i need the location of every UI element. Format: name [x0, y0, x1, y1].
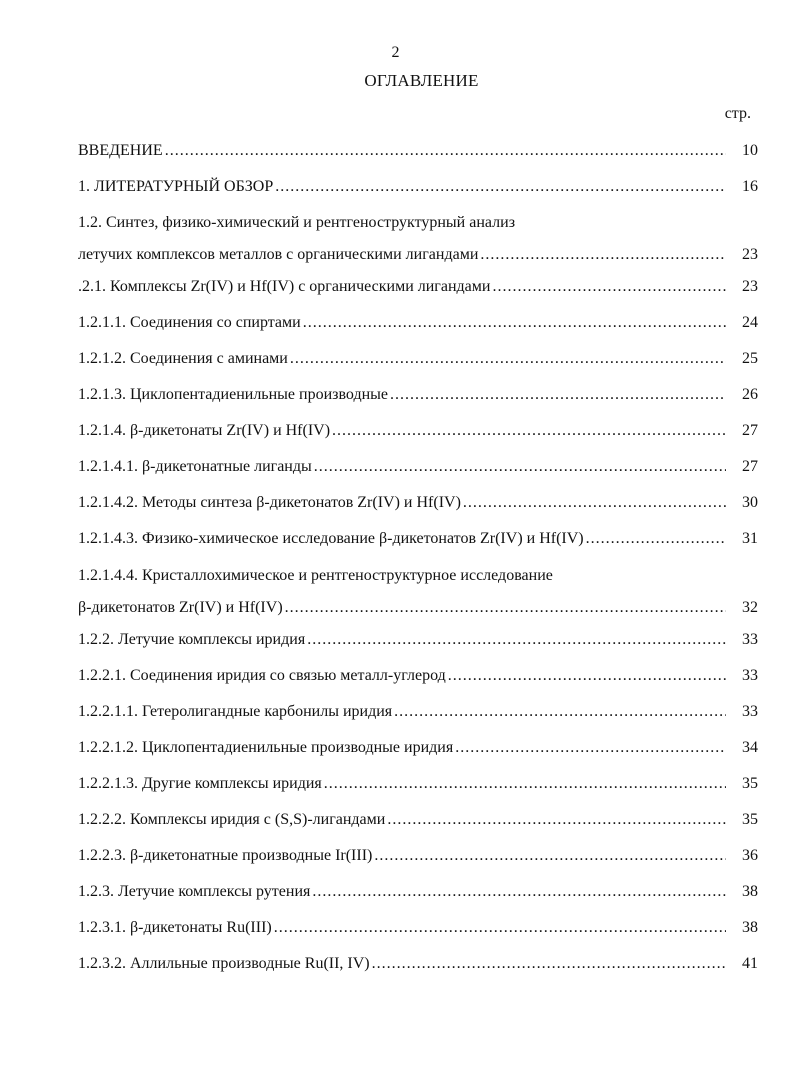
page-number: 2	[391, 44, 400, 61]
dot-leader	[314, 456, 726, 478]
toc-entry-row	[78, 348, 758, 370]
toc-entry-title: 1.2.2.1.3. Другие комплексы иридия	[78, 775, 322, 792]
toc-entry-title: 1.2.1.4.3. Физико-химическое исследование β-дикетонатов Zr(IV) и Hf(IV)	[78, 530, 584, 547]
toc-title: ОГЛАВЛЕНИЕ	[364, 71, 479, 90]
toc-entry-row	[78, 881, 758, 903]
toc-entry-row	[78, 456, 758, 478]
toc-entry-page: 10	[742, 142, 758, 159]
toc-entry-page: 31	[742, 530, 758, 547]
toc-entry-page: 33	[742, 667, 758, 684]
toc-entry-title: 1.2.1.4.2. Методы синтеза β-дикетонатов Zr(IV) и Hf(IV)	[78, 494, 461, 511]
dot-leader	[303, 312, 726, 334]
toc-entry-page: 16	[742, 178, 758, 195]
toc-entry-title: 1.2.1.2. Соединения с аминами	[78, 350, 288, 367]
dot-leader	[455, 737, 726, 759]
toc-entry-title: 1.2.2.1.2. Циклопентадиенильные производные иридия	[78, 739, 454, 756]
toc-entry-page: 24	[742, 314, 758, 331]
toc-entry-title: 1.2.1.4.1. β-дикетонатные лиганды	[78, 458, 312, 475]
toc-entry-title: 1. ЛИТЕРАТУРНЫЙ ОБЗОР	[78, 178, 274, 195]
toc-entry-title: 1.2.3.1. β-дикетонаты Ru(III)	[78, 919, 272, 936]
toc-entry-row	[78, 384, 758, 406]
toc-entry-row	[78, 701, 758, 723]
toc-entry[interactable]	[78, 565, 758, 619]
dot-leader	[387, 809, 726, 831]
toc-entry-title: 1.2.1.1. Соединения со спиртами	[78, 314, 301, 331]
toc-entry-title-line1: 1.2. Синтез, физико-химический и рентгеноструктурный анализ	[78, 214, 516, 231]
toc-entry-page: 35	[742, 811, 758, 828]
toc-entry-row	[78, 737, 758, 759]
toc-entry[interactable]	[78, 917, 758, 939]
toc-entry[interactable]	[78, 212, 758, 266]
toc-entry[interactable]	[78, 845, 758, 867]
toc-entry-title: 1.2.1.4. β-дикетонаты Zr(IV) и Hf(IV)	[78, 422, 331, 439]
toc-entry-title: ВВЕДЕНИЕ	[78, 142, 163, 159]
toc-entry[interactable]	[78, 881, 758, 903]
toc-entry[interactable]	[78, 492, 758, 514]
toc-entry-page: 38	[742, 883, 758, 900]
dot-leader	[390, 384, 726, 406]
toc-entry-row	[78, 773, 758, 795]
toc-entry[interactable]	[78, 348, 758, 370]
dot-leader	[285, 597, 726, 619]
toc-entry[interactable]	[78, 384, 758, 406]
toc-entry-row	[78, 809, 758, 831]
dot-leader	[492, 276, 726, 298]
toc-entry-page: 35	[742, 775, 758, 792]
toc-entry-row	[78, 420, 758, 442]
toc-entry-page: 34	[742, 739, 758, 756]
page-column-label: стр.	[724, 105, 751, 122]
dot-leader	[165, 140, 726, 162]
toc-entry-row	[78, 528, 758, 550]
dot-leader	[463, 492, 726, 514]
toc-entry-row	[78, 845, 758, 867]
toc-entry-row	[78, 953, 758, 975]
toc-entry[interactable]	[78, 140, 758, 162]
toc-entry[interactable]	[78, 629, 758, 651]
dot-leader	[372, 953, 726, 975]
dot-leader	[480, 244, 726, 266]
toc-entry-row	[78, 629, 758, 651]
toc-entry-row	[78, 276, 758, 298]
dot-leader	[275, 176, 726, 198]
toc-entry-page: 32	[742, 599, 758, 616]
dot-leader	[274, 917, 726, 939]
toc-entry-title: 1.2.1.3. Циклопентадиенильные производные	[78, 386, 388, 403]
toc-entry-page: 33	[742, 703, 758, 720]
toc-entry-title: 1.2.2.1.1. Гетеролигандные карбонилы иридия	[78, 703, 393, 720]
toc-entry-title: β-дикетонатов Zr(IV) и Hf(IV)	[78, 599, 283, 616]
toc-entry-title: .2.1. Комплексы Zr(IV) и Hf(IV) с органическими лигандами	[78, 278, 491, 295]
toc-entry[interactable]	[78, 456, 758, 478]
toc-entry[interactable]	[78, 701, 758, 723]
toc-entry[interactable]	[78, 809, 758, 831]
toc-entry-page: 26	[742, 386, 758, 403]
toc-entry[interactable]	[78, 665, 758, 687]
toc-entry-row	[78, 665, 758, 687]
toc-entry-page: 27	[742, 422, 758, 439]
toc-entry[interactable]	[78, 312, 758, 334]
toc-entry[interactable]	[78, 773, 758, 795]
dot-leader	[312, 881, 726, 903]
toc-entry-title: 1.2.2.3. β-дикетонатные производные Ir(III)	[78, 847, 373, 864]
toc-entry-page: 25	[742, 350, 758, 367]
dot-leader	[307, 629, 726, 651]
toc-entry-row	[78, 244, 758, 266]
toc-entry-page: 36	[742, 847, 758, 864]
dot-leader	[448, 665, 726, 687]
toc-entry-page: 41	[742, 955, 758, 972]
toc-entry-row	[78, 312, 758, 334]
dot-leader	[374, 845, 726, 867]
toc-entry-title: 1.2.3.2. Аллильные производные Ru(II, IV)	[78, 955, 370, 972]
dot-leader	[290, 348, 726, 370]
toc-entry[interactable]	[78, 528, 758, 550]
dot-leader	[332, 420, 726, 442]
toc-entry-page: 38	[742, 919, 758, 936]
toc-entry-page: 33	[742, 631, 758, 648]
toc-entry-row	[78, 597, 758, 619]
toc-entry[interactable]	[78, 953, 758, 975]
dot-leader	[394, 701, 726, 723]
toc-entry[interactable]	[78, 420, 758, 442]
toc-entry-page: 30	[742, 494, 758, 511]
toc-entry-title: 1.2.2. Летучие комплексы иридия	[78, 631, 306, 648]
toc-entry-row	[78, 917, 758, 939]
toc-entry-title-line1: 1.2.1.4.4. Кристаллохимическое и рентгеноструктурное исследование	[78, 567, 553, 584]
toc-entry[interactable]	[78, 737, 758, 759]
toc-entry-row	[78, 140, 758, 162]
toc-entry-title: летучих комплексов металлов с органическими лигандами	[78, 246, 479, 263]
toc-entry[interactable]	[78, 276, 758, 298]
toc-entry-title: 1.2.2.1. Соединения иридия со связью металл-углерод	[78, 667, 446, 684]
toc-entry[interactable]	[78, 176, 758, 198]
toc-entry-row	[78, 492, 758, 514]
dot-leader	[586, 528, 726, 550]
toc-entry-row	[78, 176, 758, 198]
toc-entry-page: 23	[742, 246, 758, 263]
toc-entry-title: 1.2.3. Летучие комплексы рутения	[78, 883, 311, 900]
toc-entry-page: 23	[742, 278, 758, 295]
toc-entry-title: 1.2.2.2. Комплексы иридия с (S,S)-лигандами	[78, 811, 386, 828]
dot-leader	[324, 773, 726, 795]
toc-entry-page: 27	[742, 458, 758, 475]
